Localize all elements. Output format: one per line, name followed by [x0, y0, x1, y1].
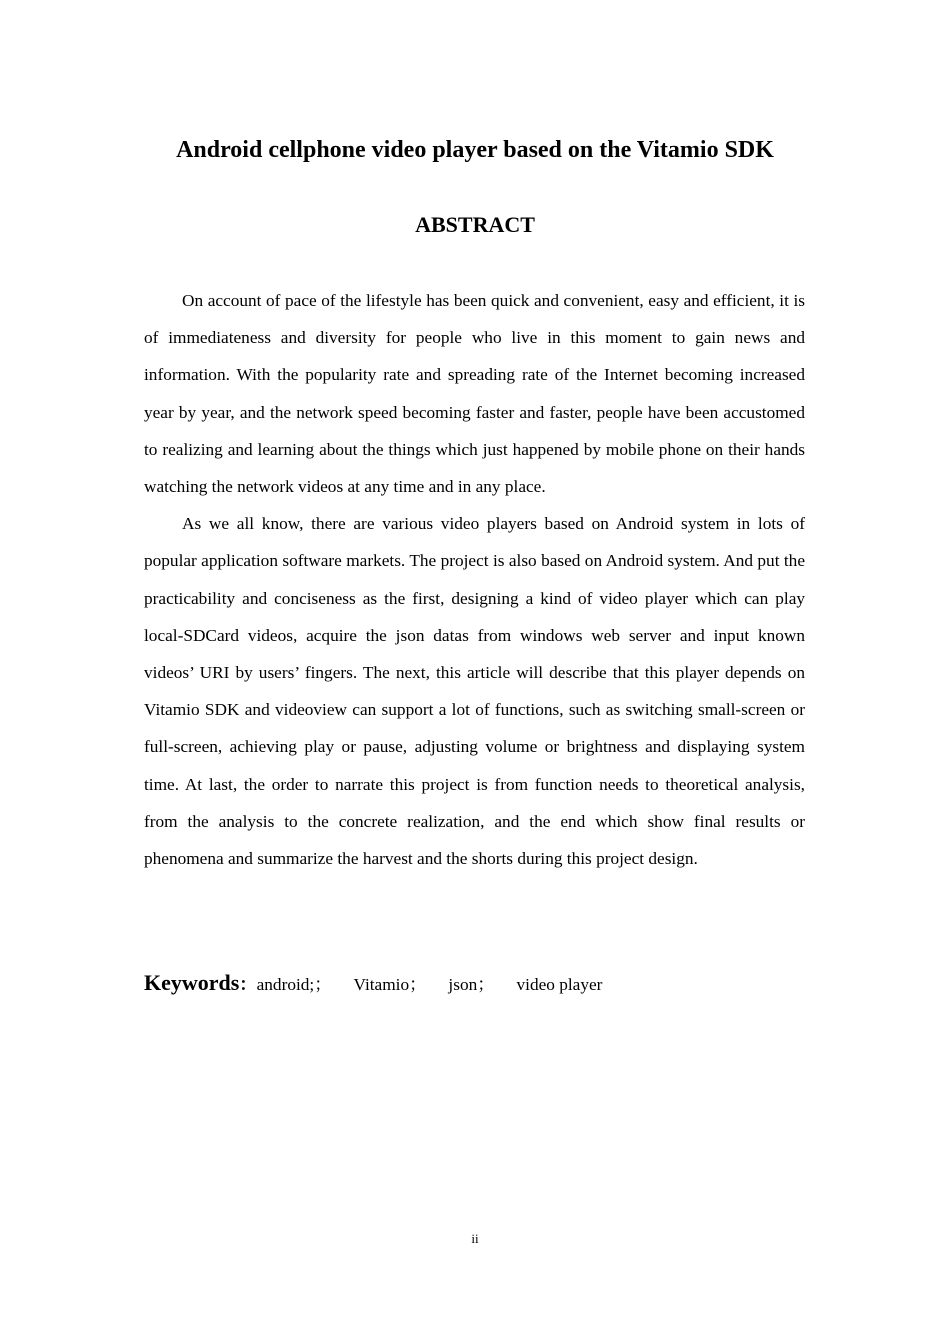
keywords-label-separator: ：	[239, 975, 257, 994]
document-title: Android cellphone video player based on the Vitamio SDK	[176, 137, 774, 163]
keyword-vitamio: Vitamio	[353, 975, 410, 994]
keyword-android: android;	[256, 975, 315, 994]
abstract-heading: ABSTRACT	[415, 212, 535, 237]
abstract-body	[144, 282, 805, 877]
keyword-video-player: video player	[516, 975, 603, 994]
keywords-line	[144, 966, 805, 1003]
abstract-paragraph-1: On account of pace of the lifestyle has been quick and convenient, easy and efficient, it is of immediateness and diversity for people who live in this moment to gain news and information. With the popularity rate and spreading rate of the Internet becoming increased year by year, and the network speed becoming faster and faster, people have been accustomed to realizing and learning about the things which just happened by mobile phone on their hands watching the network videos at any time and in any place.	[144, 291, 805, 497]
keyword-separator: ；	[477, 975, 495, 994]
keyword-separator: ；	[409, 975, 427, 994]
abstract-paragraph-2: As we all know, there are various video players based on Android system in lots of popular application software markets. The project is also based on Android system. And put the practicability and conciseness as the first, designing a kind of video player which can play local-SDCard videos, acquire the json datas from windows web server and input known videos’ URI by users’ fingers. The next, this article will describe that this player depends on Vitamio SDK and videoview can support a lot of functions, such as switching small-screen or full-screen, achieving play or pause, adjusting volume or brightness and displaying system time. At last, the order to narrate this project is from function needs to theoretical analysis, from the analysis to the concrete realization, and the end which show final results or phenomena and summarize the harvest and the shorts during this project design.	[144, 514, 805, 869]
page-number: ii	[471, 1231, 479, 1246]
keyword-separator: ；	[314, 975, 332, 994]
keywords-label: Keywords	[144, 970, 240, 995]
keyword-json: json	[448, 975, 478, 994]
